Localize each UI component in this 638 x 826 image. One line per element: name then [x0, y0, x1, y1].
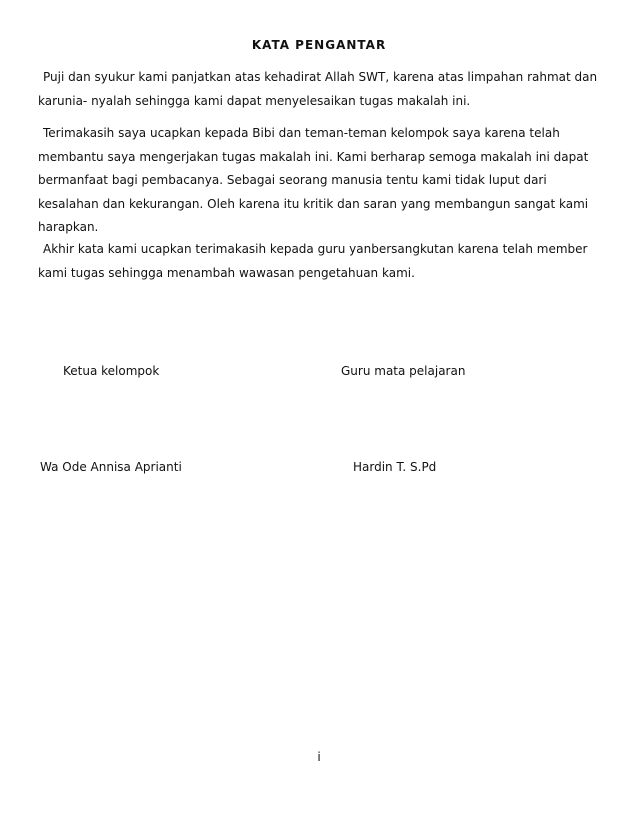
page-title: KATA PENGANTAR [251, 38, 387, 52]
paragraph-closing: Akhir kata kami ucapkan terimakasih kepada guru yanbersangkutan karena telah member kami tugas sehingga menambah wawasan pengetahuan kami. [38, 242, 588, 280]
signature-name-left: Wa Ode Annisa Aprianti [40, 460, 182, 474]
paragraph-thanks: Terimakasih saya ucapkan kepada Bibi dan teman-teman kelompok saya karena telah membantu saya mengerjakan tugas makalah ini. Kami berharap semoga makalah ini dapat bermanfaat bagi pembacanya. Sebagai seorang manusia tentu kami tidak luput dari kesalahan dan kekurangan. Oleh karena itu kritik dan saran yang membangun sangat kami harapkan. [38, 126, 589, 234]
page-number: i [317, 750, 321, 764]
signature-role-right: Guru mata pelajaran [341, 364, 466, 378]
paragraph-opening: Puji dan syukur kami panjatkan atas kehadirat Allah SWT, karena atas limpahan rahmat dan karunia- nyalah sehingga kami dapat menyelesaikan tugas makalah ini. [38, 70, 598, 108]
signature-name-right: Hardin T. S.Pd [353, 460, 437, 474]
signature-role-left: Ketua kelompok [63, 364, 160, 378]
